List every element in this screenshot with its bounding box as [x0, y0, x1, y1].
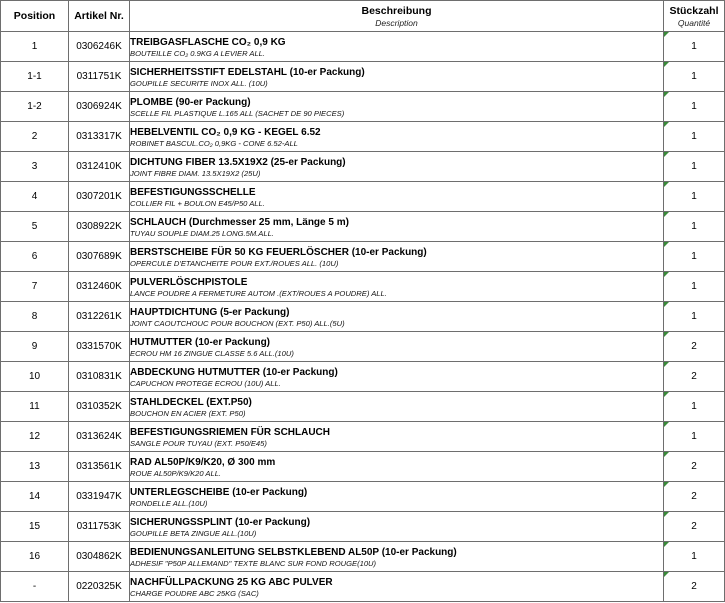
table-row: [1, 182, 725, 212]
description-french: CAPUCHON PROTEGE ECROU (10U) ALL.: [130, 378, 281, 388]
cell-position: 11: [1, 392, 69, 422]
cell-stueckzahl: 1: [664, 182, 725, 212]
cell-artikel-nr: 0331570K: [69, 332, 130, 362]
cell-beschreibung: [130, 452, 664, 482]
cell-beschreibung: [130, 302, 664, 332]
table-row: [1, 482, 725, 512]
description-french: BOUCHON EN ACIER (EXT. P50): [130, 408, 246, 418]
cell-stueckzahl: 2: [664, 512, 725, 542]
table-row: [1, 272, 725, 302]
description-french: TUYAU SOUPLE DIAM.25 LONG.5M.ALL.: [130, 228, 274, 238]
table-row: [1, 62, 725, 92]
cell-artikel-nr: 0313561K: [69, 452, 130, 482]
cell-beschreibung: [130, 272, 664, 302]
cell-artikel-nr: 0312460K: [69, 272, 130, 302]
cell-beschreibung: [130, 32, 664, 62]
description-french: GOUPILLE SECURITE INOX ALL. (10U): [130, 78, 268, 88]
cell-artikel-nr: 0220325K: [69, 572, 130, 602]
cell-position: 13: [1, 452, 69, 482]
cell-artikel-nr: 0312261K: [69, 302, 130, 332]
description-german: HAUPTDICHTUNG (5-er Packung): [130, 306, 290, 318]
cell-artikel-nr: 0313317K: [69, 122, 130, 152]
description-french: OPERCULE D'ETANCHEITE POUR EXT./ROUES ALL. (10U): [130, 258, 339, 268]
cell-position: 3: [1, 152, 69, 182]
cell-stueckzahl: 1: [664, 242, 725, 272]
cell-artikel-nr: 0306924K: [69, 92, 130, 122]
description-german: HEBELVENTIL CO₂ 0,9 KG - KEGEL 6.52: [130, 126, 321, 138]
description-french: ADHESIF "P50P ALLEMAND" TEXTE BLANC SUR FOND ROUGE(10U): [130, 558, 377, 568]
header-position: Position: [1, 1, 69, 32]
cell-stueckzahl: 2: [664, 572, 725, 602]
cell-stueckzahl: 2: [664, 332, 725, 362]
description-german: PULVERLÖSCHPISTOLE: [130, 276, 248, 288]
cell-artikel-nr: 0313624K: [69, 422, 130, 452]
description-german: BEFESTIGUNGSRIEMEN FÜR SCHLAUCH: [130, 426, 331, 438]
cell-position: 2: [1, 122, 69, 152]
cell-artikel-nr: 0308922K: [69, 212, 130, 242]
cell-beschreibung: [130, 182, 664, 212]
cell-position: 1-1: [1, 62, 69, 92]
cell-position: 16: [1, 542, 69, 572]
cell-position: 15: [1, 512, 69, 542]
description-german: SICHERUNGSSPLINT (10-er Packung): [130, 516, 311, 528]
table-row: [1, 32, 725, 62]
header-quantite-label: Quantité: [677, 17, 711, 28]
description-german: NACHFÜLLPACKUNG 25 KG ABC PULVER: [130, 576, 333, 588]
cell-beschreibung: [130, 512, 664, 542]
table-row: [1, 122, 725, 152]
header-beschreibung: [130, 1, 664, 32]
cell-artikel-nr: 0311753K: [69, 512, 130, 542]
description-german: ABDECKUNG HUTMUTTER (10-er Packung): [130, 366, 338, 378]
cell-artikel-nr: 0331947K: [69, 482, 130, 512]
cell-stueckzahl: 1: [664, 422, 725, 452]
table-row: [1, 92, 725, 122]
cell-beschreibung: [130, 242, 664, 272]
description-french: LANCE POUDRE A FERMETURE AUTOM .(EXT/ROUES A POUDRE) ALL.: [130, 288, 387, 298]
description-french: JOINT FIBRE DIAM. 13.5X19X2 (25U): [130, 168, 261, 178]
header-artikel: Artikel Nr.: [69, 1, 130, 32]
description-german: BEDIENUNGSANLEITUNG SELBSTKLEBEND AL50P (10-er Packung): [130, 546, 457, 558]
header-stueckzahl: [664, 1, 725, 32]
description-german: SCHLAUCH (Durchmesser 25 mm, Länge 5 m): [130, 216, 349, 228]
cell-position: 9: [1, 332, 69, 362]
table-row: [1, 302, 725, 332]
cell-beschreibung: [130, 422, 664, 452]
cell-artikel-nr: 0311751K: [69, 62, 130, 92]
table-row: [1, 452, 725, 482]
cell-beschreibung: [130, 92, 664, 122]
description-french: ROBINET BASCUL.CO₂ 0,9KG - CONE 6.52-ALL: [130, 138, 298, 148]
description-french: SCELLE FIL PLASTIQUE L.165 ALL (SACHET DE 90 PIECES): [130, 108, 345, 118]
cell-artikel-nr: 0307201K: [69, 182, 130, 212]
cell-beschreibung: [130, 572, 664, 602]
cell-position: 6: [1, 242, 69, 272]
cell-stueckzahl: 1: [664, 542, 725, 572]
description-german: UNTERLEGSCHEIBE (10-er Packung): [130, 486, 308, 498]
description-german: STAHLDECKEL (EXT.P50): [130, 396, 252, 408]
cell-artikel-nr: 0310352K: [69, 392, 130, 422]
description-german: TREIBGASFLASCHE CO₂ 0,9 KG: [130, 36, 286, 48]
description-french: GOUPILLE BETA ZINGUE ALL.(10U): [130, 528, 257, 538]
cell-position: 7: [1, 272, 69, 302]
cell-stueckzahl: 1: [664, 32, 725, 62]
cell-stueckzahl: 1: [664, 62, 725, 92]
cell-beschreibung: [130, 392, 664, 422]
cell-position: 14: [1, 482, 69, 512]
table-row: [1, 212, 725, 242]
header-stueckzahl-label: Stückzahl: [669, 4, 719, 17]
description-french: SANGLE POUR TUYAU (EXT. P50/E45): [130, 438, 267, 448]
table-row: [1, 572, 725, 602]
description-french: BOUTEILLE CO₂ 0.9KG A LEVIER ALL.: [130, 48, 265, 58]
description-french: ROUE AL50P/K9/K20 ALL.: [130, 468, 222, 478]
cell-stueckzahl: 1: [664, 152, 725, 182]
cell-beschreibung: [130, 362, 664, 392]
table-row: [1, 392, 725, 422]
description-french: RONDELLE ALL.(10U): [130, 498, 208, 508]
cell-stueckzahl: 1: [664, 122, 725, 152]
cell-stueckzahl: 2: [664, 362, 725, 392]
cell-artikel-nr: 0310831K: [69, 362, 130, 392]
cell-position: 8: [1, 302, 69, 332]
description-german: BERSTSCHEIBE FÜR 50 KG FEUERLÖSCHER (10-er Packung): [130, 246, 427, 258]
cell-stueckzahl: 1: [664, 392, 725, 422]
cell-beschreibung: [130, 152, 664, 182]
description-french: JOINT CAOUTCHOUC POUR BOUCHON (EXT. P50) ALL.(5U): [130, 318, 345, 328]
table-row: [1, 422, 725, 452]
header-beschreibung-label: Beschreibung: [361, 4, 432, 17]
cell-beschreibung: [130, 482, 664, 512]
table-row: [1, 242, 725, 272]
cell-stueckzahl: 1: [664, 272, 725, 302]
cell-position: 5: [1, 212, 69, 242]
cell-stueckzahl: 2: [664, 452, 725, 482]
cell-stueckzahl: 1: [664, 92, 725, 122]
description-french: ECROU HM 16 ZINGUE CLASSE 5.6 ALL.(10U): [130, 348, 294, 358]
cell-position: 1: [1, 32, 69, 62]
cell-stueckzahl: 1: [664, 302, 725, 332]
cell-stueckzahl: 2: [664, 482, 725, 512]
cell-beschreibung: [130, 122, 664, 152]
cell-position: -: [1, 572, 69, 602]
table-row: [1, 152, 725, 182]
cell-position: 12: [1, 422, 69, 452]
table-row: [1, 512, 725, 542]
cell-artikel-nr: 0304862K: [69, 542, 130, 572]
description-german: BEFESTIGUNGSSCHELLE: [130, 186, 256, 198]
cell-position: 1-2: [1, 92, 69, 122]
description-french: CHARGE POUDRE ABC 25KG (SAC): [130, 588, 259, 598]
table-header-row: [1, 1, 725, 32]
description-german: DICHTUNG FIBER 13.5X19X2 (25-er Packung): [130, 156, 346, 168]
cell-position: 10: [1, 362, 69, 392]
description-german: RAD AL50P/K9/K20, Ø 300 mm: [130, 456, 276, 468]
table-row: [1, 332, 725, 362]
cell-beschreibung: [130, 542, 664, 572]
table-row: [1, 362, 725, 392]
cell-stueckzahl: 1: [664, 212, 725, 242]
cell-position: 4: [1, 182, 69, 212]
description-french: COLLIER FIL + BOULON E45/P50 ALL.: [130, 198, 265, 208]
description-german: SICHERHEITSSTIFT EDELSTAHL (10-er Packung): [130, 66, 365, 78]
cell-artikel-nr: 0306246K: [69, 32, 130, 62]
cell-beschreibung: [130, 62, 664, 92]
cell-artikel-nr: 0312410K: [69, 152, 130, 182]
header-description-label: Description: [375, 17, 418, 28]
cell-artikel-nr: 0307689K: [69, 242, 130, 272]
cell-beschreibung: [130, 332, 664, 362]
description-german: HUTMUTTER (10-er Packung): [130, 336, 271, 348]
description-german: PLOMBE (90-er Packung): [130, 96, 251, 108]
cell-beschreibung: [130, 212, 664, 242]
table-row: [1, 542, 725, 572]
